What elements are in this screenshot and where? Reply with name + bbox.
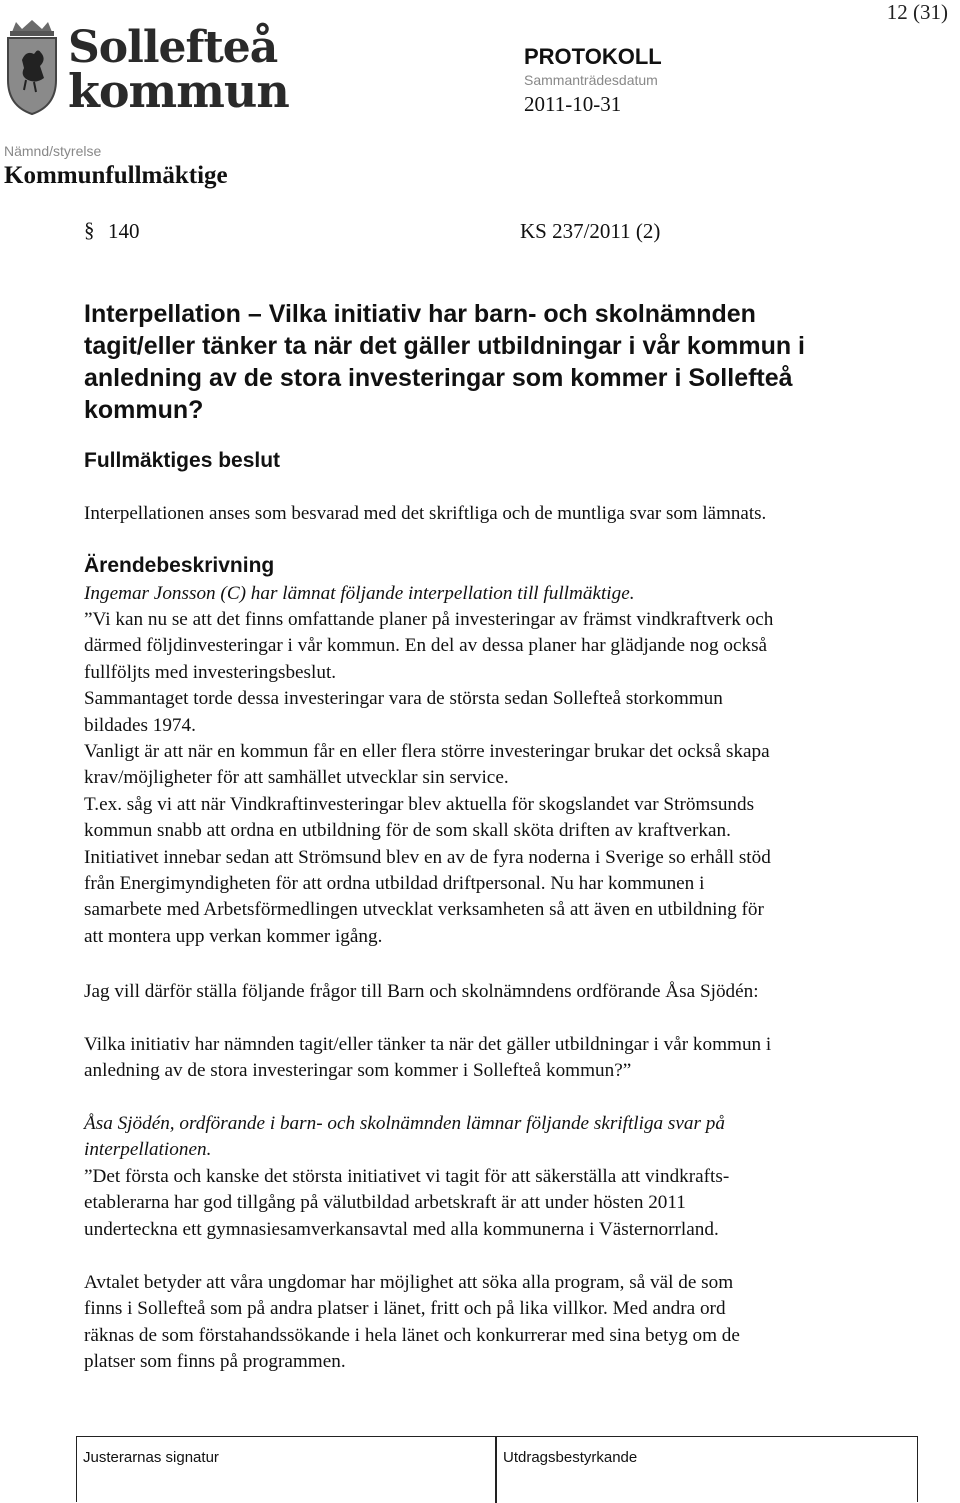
answer-paragraph-1 [84,1164,920,1243]
title-line: Interpellation – Vilka initiativ har barn- och skolnämnden [84,300,756,328]
title-line: anledning av de stora investeringar som kommer i Sollefteå [84,364,793,392]
text-line: finns i Sollefteå som på andra platser i länet, fritt och på lika villkor. Med andra ord [84,1298,726,1320]
paragraph-number: 140 [108,219,140,243]
coat-of-arms-icon [2,20,62,116]
text-line: bildades 1974. [84,714,196,736]
interpellation-body [84,607,920,950]
question-intro: Jag vill därför ställa följande frågor till Barn och skolnämndens ordförande Åsa Sjödén: [84,981,759,1002]
text-line: samarbete med Arbetsförmedlingen utvecklat verksamheten så att även en utbildning för [84,899,764,921]
text-line: underteckna ett gymnasiesamverkansavtal med alla kommunerna i Västernorrland. [84,1218,719,1240]
extract-certification-label: Utdragsbestyrkande [503,1449,638,1466]
body-name: Kommunfullmäktige [4,162,228,189]
text-line: platser som finns på programmen. [84,1351,346,1373]
case-number: KS 237/2011 (2) [520,219,661,243]
decision-text: Interpellationen anses som besvarad med det skriftliga och de muntliga svar som lämnats. [84,503,767,524]
body-label: Nämnd/styrelse [4,143,102,159]
text-line: Avtalet betyder att våra ungdomar har möjlighet att söka alla program, så väl de som [84,1272,734,1293]
title-line: kommun? [84,396,204,424]
decision-heading: Fullmäktiges beslut [84,449,281,472]
text-line: anledning av de stora investeringar som kommer i Sollefteå kommun?” [84,1060,632,1082]
text-line: ”Vi kan nu se att det finns omfattande planer på investeringar av främst vindkraftverk och [84,609,774,630]
text-line: Vilka initiativ har nämnden tagit/eller tänker ta när det gäller utbildningar i vår kommun i [84,1034,772,1055]
text-line: Åsa Sjödén, ordförande i barn- och skolnämnden lämnar följande skriftliga svar på [84,1113,725,1134]
description-heading: Ärendebeskrivning [84,554,275,577]
text-line: etablerarna har god tillgång på välutbildad arbetskraft är att under hösten 2011 [84,1192,686,1214]
footer-divider [495,1437,497,1503]
question-text [84,1032,920,1085]
logo-text-line1: Sollefteå [68,22,278,73]
title-line: tagit/eller tänker ta när det gäller utbildningar i vår kommun i [84,332,805,360]
interpellation-intro: Ingemar Jonsson (C) har lämnat följande interpellation till fullmäktige. [84,583,635,604]
answer-intro [84,1111,920,1164]
logo-text-line2: kommun [68,64,289,118]
text-line: Sammantaget torde dessa investeringar vara de största sedan Sollefteå storkommun [84,688,723,710]
page-number: 12 (31) [886,0,948,24]
text-line: Vanligt är att när en kommun får en eller flera större investeringar brukar det också skapa [84,741,770,763]
answer-paragraph-2 [84,1270,920,1376]
adjusters-signature-label: Justerarnas signatur [83,1449,219,1466]
meeting-date-label: Sammanträdesdatum [524,72,658,88]
paragraph-sign: § [84,218,95,242]
text-line: Initiativet innebar sedan att Strömsund blev en av de fyra noderna i Sverige so erhåll stöd [84,846,771,868]
text-line: krav/möjligheter för att samhället utvecklar sin service. [84,767,509,789]
signature-footer [76,1436,918,1502]
text-line: från Energimyndigheten för att ordna utbildad driftpersonal. Nu har kommunen i [84,873,705,895]
text-line: interpellationen. [84,1139,212,1161]
text-line: fullföljts med investeringsbeslut. [84,661,337,683]
text-line: att montera upp verkan kommer igång. [84,925,383,947]
text-line: ”Det första och kanske det största initiativet vi tagit för att säkerställa att vindkrafts- [84,1166,730,1187]
municipality-logo [2,20,289,120]
text-line: T.ex. såg vi att när Vindkraftinvesteringar blev aktuella för skogslandet var Strömsunds [84,793,755,815]
document-title [84,298,884,426]
text-line: kommun snabb att ordna en utbildning för de som skall sköta driften av kraftverkan. [84,820,731,842]
text-line: räknas de som förstahandssökande i hela länet och konkurrerar med sina betyg om de [84,1324,740,1346]
meeting-date: 2011-10-31 [524,92,622,116]
text-line: därmed följdinvesteringar i vår kommun. En del av dessa planer har glädjande nog också [84,635,768,657]
document-type: PROTOKOLL [524,44,662,69]
